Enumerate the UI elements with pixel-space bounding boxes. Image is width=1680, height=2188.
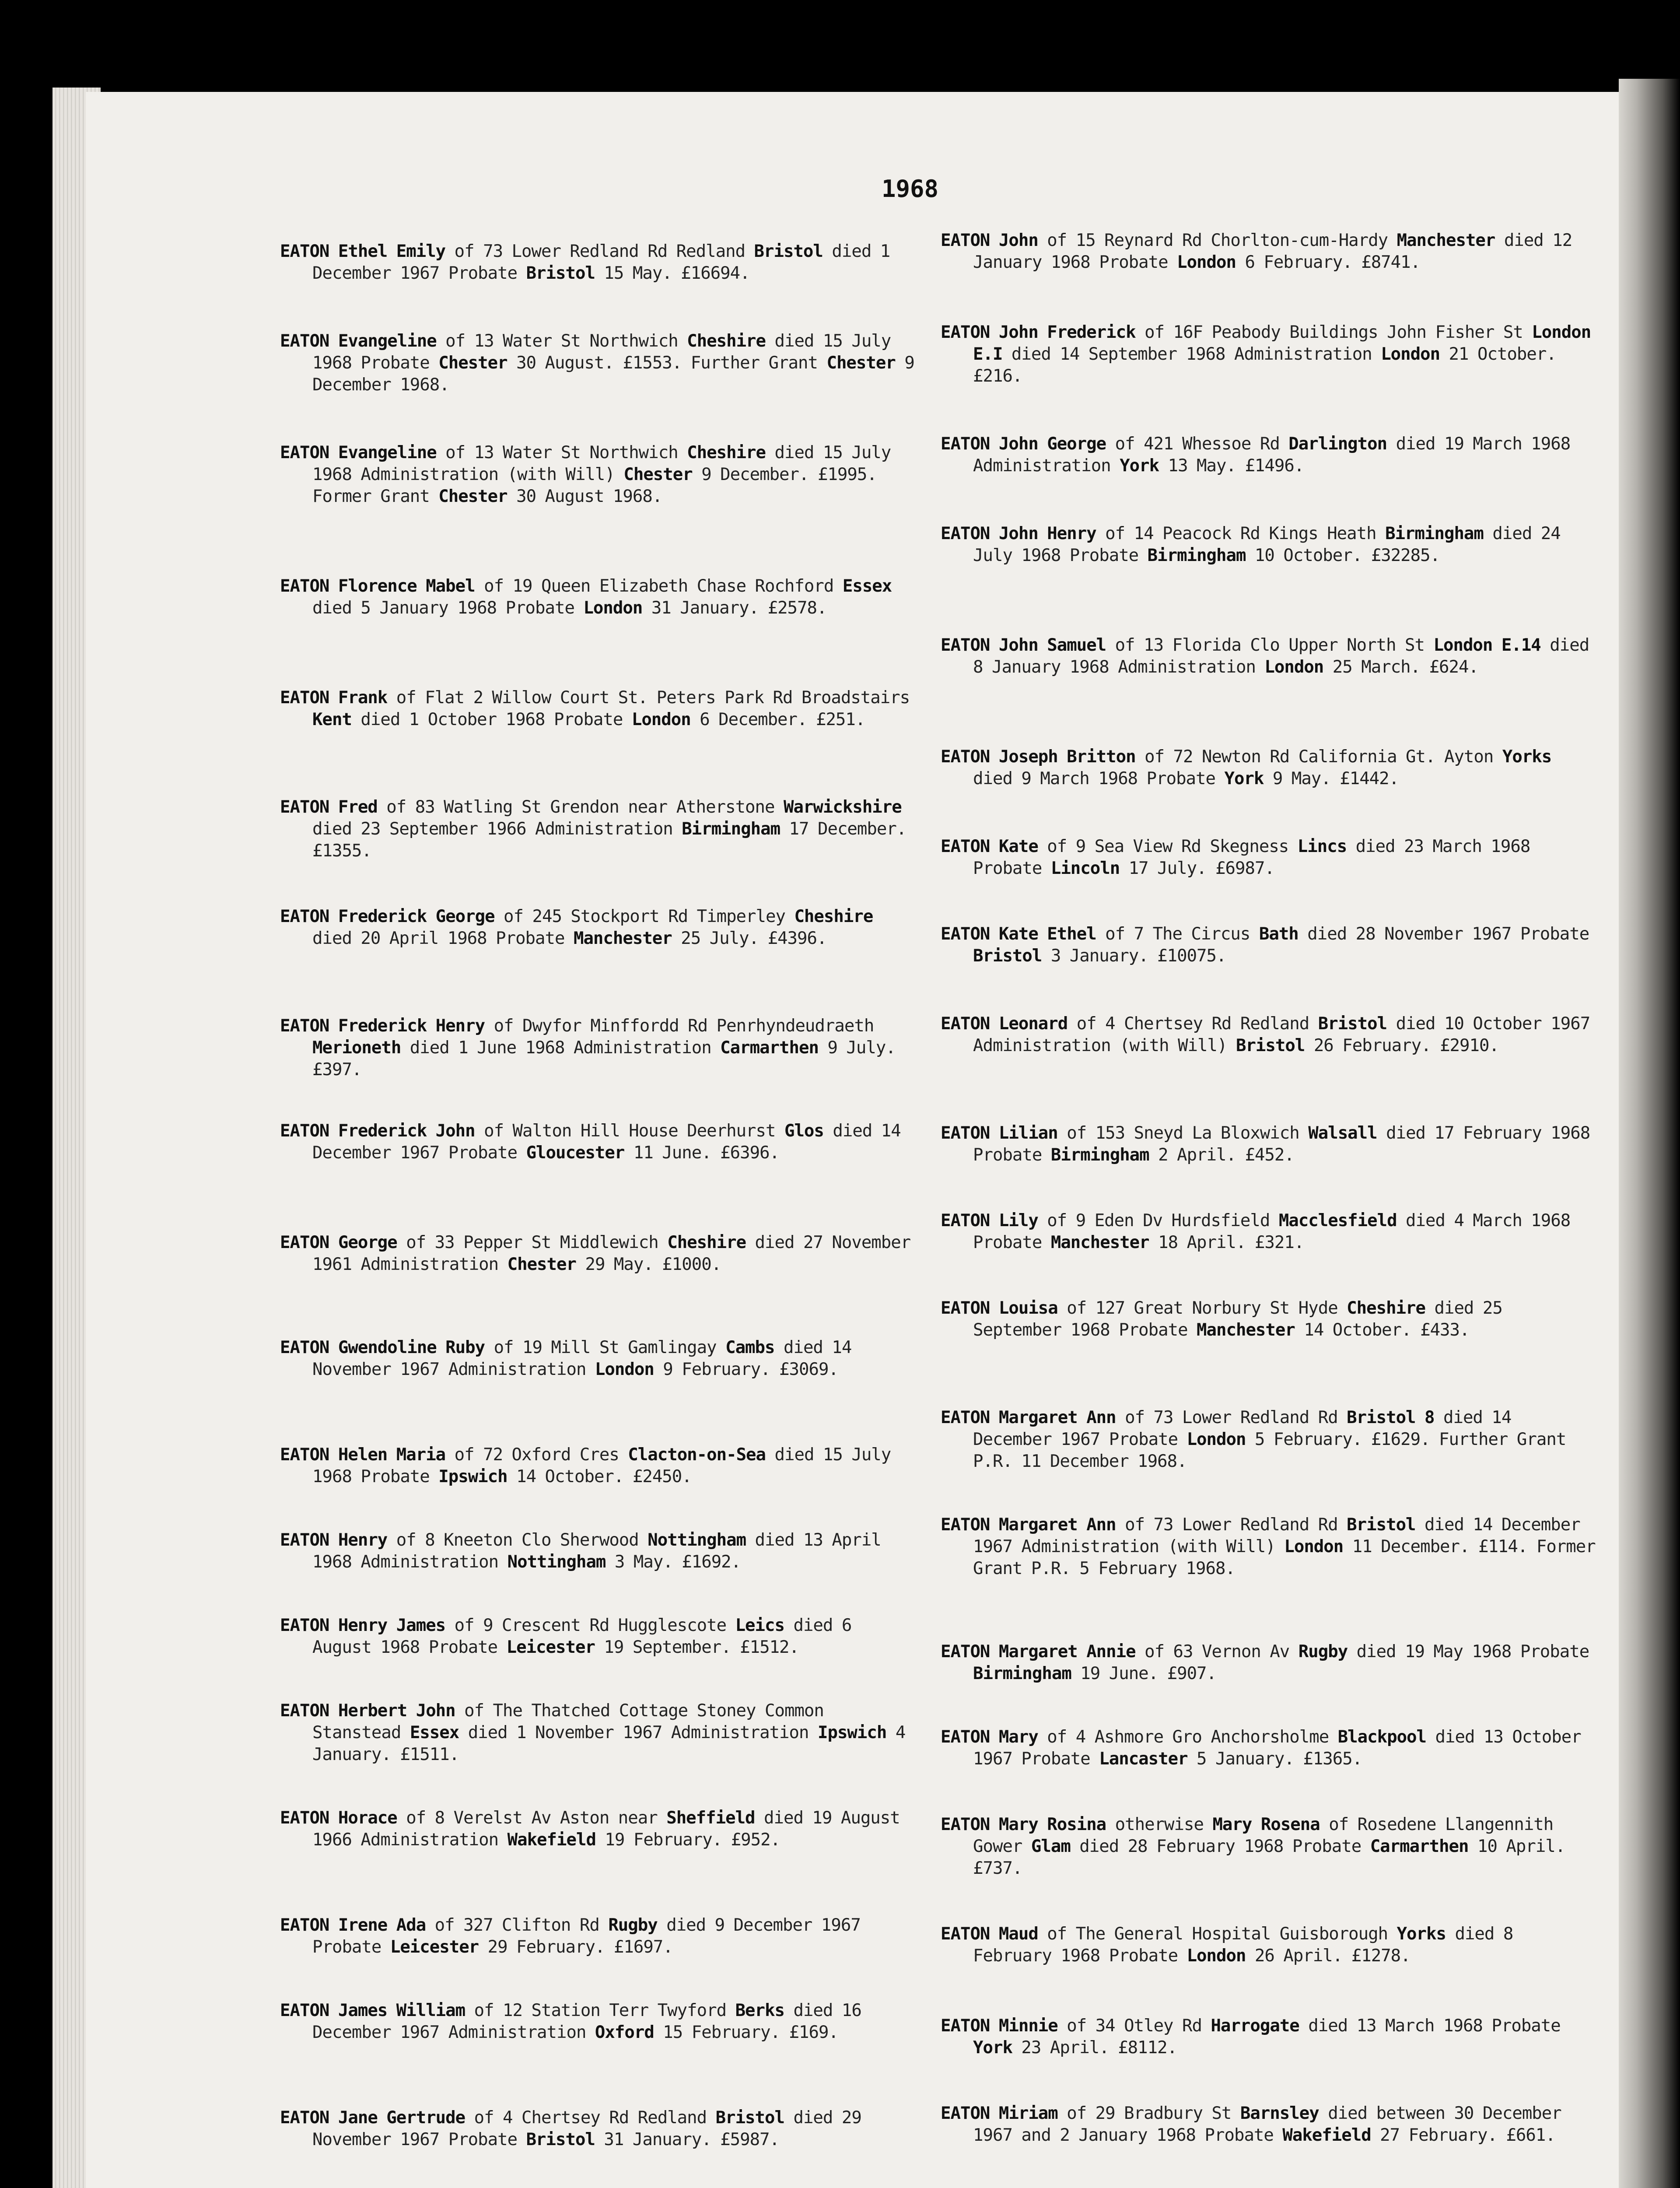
entry-text: of 153 Sneyd La Bloxwich	[1057, 1123, 1309, 1143]
entry-bold-text: EATON John Henry	[941, 524, 1096, 543]
entry-bold-text: Manchester	[1050, 1233, 1149, 1252]
entry-bold-text: Manchester	[1197, 1320, 1295, 1340]
entry-bold-text: EATON Maud	[941, 1924, 1038, 1944]
entry-bold-text: EATON Frederick George	[280, 907, 495, 926]
entry-text: 10 April. £737.	[973, 1837, 1565, 1878]
entry-bold-text: EATON Evangeline	[280, 443, 437, 463]
entry-bold-text: Glos	[784, 1121, 824, 1141]
entry-text: died 14 December 1967 Probate	[312, 1121, 901, 1163]
entry-text: 29 February. £1697.	[479, 1937, 673, 1957]
entry-text: 9 May. £1442.	[1264, 769, 1399, 789]
entry-text: 9 December 1968.	[312, 353, 914, 395]
probate-entry	[941, 1297, 1597, 1341]
probate-entry	[941, 433, 1597, 477]
entry-bold-text: Nottingham	[507, 1552, 606, 1572]
entry-bold-text: Barnsley	[1240, 2104, 1319, 2123]
entry-text: of 19 Queen Elizabeth Chase Rochford	[475, 576, 843, 596]
entry-text: otherwise	[1106, 1815, 1213, 1834]
entry-text: 29 May. £1000.	[576, 1255, 721, 1274]
entry-bold-text: Yorks	[1502, 747, 1552, 767]
entry-bold-text: Chester	[507, 1255, 576, 1274]
entry-bold-text: EATON James William	[280, 2001, 466, 2020]
entry-text: 9 February. £3069.	[654, 1360, 838, 1379]
entry-bold-text: Bristol	[526, 2130, 595, 2149]
entry-bold-text: Cheshire	[687, 331, 766, 351]
entry-text: 23 April. £8112.	[1012, 2038, 1177, 2058]
entry-text: died 28 November 1967 Probate	[1298, 924, 1589, 944]
entry-bold-text: Rugby	[608, 1915, 658, 1935]
entry-bold-text: London	[1177, 252, 1236, 272]
entry-bold-text: Cheshire	[794, 907, 873, 926]
entry-bold-text: Oxford	[595, 2023, 654, 2042]
entry-text: of 72 Oxford Cres	[445, 1445, 628, 1465]
entry-text: 26 April. £1278.	[1246, 1946, 1410, 1966]
entry-text: of 33 Pepper St Middlewich	[397, 1233, 668, 1252]
entry-bold-text: Bristol 8	[1347, 1408, 1435, 1427]
entry-text: of 4 Ashmore Gro Anchorsholme	[1038, 1727, 1338, 1747]
entry-bold-text: Ipswich	[438, 1467, 508, 1487]
entry-text: died 1 June 1968 Administration	[401, 1038, 721, 1058]
entry-text: died between 30 December 1967 and 2 January 1968 Probate	[973, 2104, 1561, 2145]
entry-text: died 5 January 1968 Probate	[312, 598, 584, 618]
entry-text: 4 January. £1511.	[312, 1723, 906, 1764]
entry-bold-text: EATON Joseph Britton	[941, 747, 1136, 767]
entry-text: 5 January. £1365.	[1187, 1749, 1362, 1769]
entry-bold-text: Yorks	[1396, 1924, 1446, 1944]
entry-text: died 8 February 1968 Probate	[973, 1924, 1513, 1966]
entry-text: died 13 April 1968 Administration	[312, 1530, 881, 1572]
entry-bold-text: York	[973, 2038, 1012, 2058]
entry-bold-text: EATON Fred	[280, 797, 378, 817]
entry-bold-text: London	[583, 598, 643, 618]
entry-text: of 8 Verelst Av Aston near	[397, 1808, 667, 1828]
entry-bold-text: EATON John	[941, 231, 1038, 250]
entry-bold-text: York	[1224, 769, 1264, 789]
entry-text: died 8 January 1968 Administration	[973, 635, 1589, 677]
entry-text: of 9 Sea View Rd Skegness	[1038, 837, 1298, 856]
entry-text: 14 October. £2450.	[507, 1467, 692, 1487]
entry-bold-text: EATON John Frederick	[941, 323, 1136, 342]
entry-bold-text: EATON John Samuel	[941, 635, 1106, 655]
entry-text: 6 February. £8741.	[1236, 252, 1421, 272]
probate-entry	[941, 1814, 1597, 1879]
entry-text: 18 April. £321.	[1149, 1233, 1304, 1252]
entry-bold-text: Gloucester	[526, 1143, 625, 1163]
entry-bold-text: Birmingham	[973, 1664, 1071, 1683]
entry-bold-text: Chester	[623, 465, 693, 484]
entry-text: of 34 Otley Rd	[1057, 2016, 1211, 2036]
entry-bold-text: Bath	[1259, 924, 1298, 944]
entry-bold-text: Warwickshire	[783, 797, 902, 817]
probate-entry	[941, 322, 1597, 387]
entry-text: died 17 February 1968 Probate	[973, 1123, 1590, 1165]
entry-text: of Dwyfor Minffordd Rd Penrhyndeudraeth	[485, 1016, 874, 1036]
entry-text: died 1 November 1967 Administration	[459, 1723, 818, 1743]
entry-text: of 14 Peacock Rd Kings Heath	[1096, 524, 1386, 543]
entry-bold-text: EATON Henry	[280, 1530, 388, 1550]
entry-text: of 72 Newton Rd California Gt. Ayton	[1135, 747, 1502, 767]
probate-entry	[941, 2103, 1597, 2146]
probate-entry	[941, 1407, 1597, 1473]
probate-entry	[280, 1807, 914, 1851]
entry-bold-text: EATON Irene Ada	[280, 1915, 426, 1935]
entry-text: of 127 Great Norbury St Hyde	[1057, 1298, 1347, 1318]
entry-bold-text: EATON Frank	[280, 688, 388, 708]
entry-text: 10 October. £32285.	[1246, 546, 1440, 565]
entry-bold-text: EATON Margaret Ann	[941, 1515, 1116, 1535]
probate-entry	[280, 575, 914, 619]
entry-bold-text: EATON Lilian	[941, 1123, 1058, 1143]
entry-bold-text: Macclesfield	[1278, 1211, 1397, 1231]
entry-bold-text: Lancaster	[1099, 1749, 1188, 1769]
entry-text: died 1 October 1968 Probate	[351, 710, 632, 729]
entry-bold-text: Bristol	[973, 946, 1042, 966]
probate-entry	[280, 796, 914, 862]
entry-bold-text: London	[1186, 1946, 1246, 1966]
entry-text: 27 February. £661.	[1371, 2125, 1555, 2145]
entry-text: of 83 Watling St Grendon near Atherstone	[377, 797, 784, 817]
entry-text: of 63 Vernon Av	[1135, 1642, 1298, 1662]
entry-text: 11 December. £114. Former Grant P.R. 5 February 1968.	[973, 1537, 1596, 1578]
entry-bold-text: Cheshire	[687, 443, 766, 463]
entry-bold-text: London E.I	[973, 323, 1591, 364]
entry-text: died 9 March 1968 Probate	[973, 769, 1225, 789]
entry-text: 17 July. £6987.	[1120, 859, 1274, 878]
entry-bold-text: EATON Kate	[941, 837, 1038, 856]
entry-bold-text: EATON Lily	[941, 1211, 1038, 1231]
entry-bold-text: EATON Kate Ethel	[941, 924, 1096, 944]
entry-bold-text: Chester	[438, 353, 508, 373]
probate-entry	[280, 1529, 914, 1573]
entry-bold-text: Mary Rosena	[1212, 1815, 1320, 1834]
entry-text: 25 March. £624.	[1323, 657, 1478, 677]
entry-text: 9 July. £397.	[312, 1038, 896, 1080]
entry-bold-text: EATON Ethel Emily	[280, 242, 446, 261]
entry-text: 3 January. £10075.	[1042, 946, 1226, 966]
entry-text: died 14 December 1967 Probate	[973, 1408, 1512, 1449]
entry-text: died 13 October 1967 Probate	[973, 1727, 1581, 1769]
entry-text: of 29 Bradbury St	[1057, 2104, 1240, 2123]
entry-bold-text: Chester	[826, 353, 896, 373]
entry-text: died 15 July 1968 Administration (with Will)	[312, 443, 891, 484]
entry-bold-text: London E.14	[1433, 635, 1541, 655]
entry-text: of 9 Eden Dv Hurdsfield	[1038, 1211, 1279, 1231]
entry-bold-text: Essex	[410, 1723, 459, 1743]
entry-bold-text: EATON Minnie	[941, 2016, 1058, 2036]
entry-bold-text: Bristol	[1236, 1036, 1305, 1055]
entry-bold-text: Manchester	[1396, 231, 1495, 250]
probate-entry	[941, 635, 1597, 678]
entry-bold-text: EATON Herbert John	[280, 1701, 455, 1721]
entry-bold-text: Kent	[312, 710, 352, 729]
entry-bold-text: EATON Florence Mabel	[280, 576, 475, 596]
probate-entry	[280, 442, 914, 508]
entry-bold-text: Bristol	[1318, 1014, 1387, 1034]
entry-text: of 12 Station Terr Twyford	[465, 2001, 735, 2020]
entry-text: died 15 July 1968 Probate	[312, 331, 891, 373]
entry-bold-text: Leics	[735, 1616, 784, 1635]
entry-bold-text: Bristol	[715, 2108, 784, 2128]
entry-text: died 25 September 1968 Probate	[973, 1298, 1502, 1340]
entry-bold-text: Chester	[438, 487, 508, 506]
entry-bold-text: Berks	[735, 2001, 784, 2020]
entry-bold-text: EATON Henry James	[280, 1616, 446, 1635]
entry-text: of 7 The Circus	[1096, 924, 1259, 944]
entry-bold-text: Ipswich	[817, 1723, 887, 1743]
probate-entry	[280, 1700, 914, 1766]
entry-text: 19 June. £907.	[1071, 1664, 1217, 1683]
entry-text: of 8 Kneeton Clo Sherwood	[387, 1530, 648, 1550]
entry-text: died 4 March 1968 Probate	[973, 1211, 1571, 1252]
entry-text: 19 February. £952.	[595, 1830, 780, 1850]
entry-text: of Walton Hill House Deerhurst	[475, 1121, 784, 1141]
probate-entry	[280, 241, 914, 284]
entry-text: of 4 Chertsey Rd Redland	[1068, 1014, 1318, 1034]
entry-bold-text: London	[1186, 1430, 1246, 1449]
entry-bold-text: EATON Gwendoline Ruby	[280, 1338, 485, 1357]
entry-text: of 13 Water St Northwich	[436, 331, 687, 351]
entry-text: of 4 Chertsey Rd Redland	[465, 2108, 716, 2128]
entry-text: died 29 November 1967 Probate	[312, 2108, 861, 2149]
entry-bold-text: EATON Mary Rosina	[941, 1815, 1106, 1834]
entry-bold-text: Birmingham	[1147, 546, 1246, 565]
entry-text: 3 May. £1692.	[606, 1552, 741, 1572]
entry-text: died 12 January 1968 Probate	[973, 231, 1572, 272]
entry-text: of 15 Reynard Rd Chorlton-cum-Hardy	[1038, 231, 1397, 250]
probate-entry	[280, 2000, 914, 2044]
probate-entry	[280, 1232, 914, 1276]
entry-text: of 421 Whessoe Rd	[1106, 434, 1289, 454]
probate-entry	[941, 746, 1597, 790]
entry-bold-text: EATON Evangeline	[280, 331, 437, 351]
entry-bold-text: Blackpool	[1337, 1727, 1427, 1747]
entry-text: of 19 Mill St Gamlingay	[485, 1338, 726, 1357]
probate-entry	[941, 523, 1597, 567]
entry-text: 25 July. £4396.	[672, 929, 827, 948]
entry-text: died 14 November 1967 Administration	[312, 1338, 852, 1379]
entry-text: 17 December. £1355.	[312, 819, 906, 861]
entry-bold-text: EATON Miriam	[941, 2104, 1058, 2123]
probate-entry	[280, 1615, 914, 1659]
entry-bold-text: London	[1381, 344, 1440, 364]
probate-entry	[941, 836, 1597, 880]
entry-bold-text: EATON Leonard	[941, 1014, 1068, 1034]
entry-text: died 23 September 1966 Administration	[312, 819, 682, 839]
entry-bold-text: Sheffield	[666, 1808, 755, 1828]
entry-bold-text: Wakefield	[507, 1830, 596, 1850]
entry-text: 2 April. £452.	[1149, 1145, 1294, 1165]
entry-bold-text: Rugby	[1298, 1642, 1348, 1662]
entry-text: 21 October. £216.	[973, 344, 1556, 386]
entry-text: died 16 December 1967 Administration	[312, 2001, 861, 2042]
entry-bold-text: Bristol	[754, 242, 823, 261]
entry-bold-text: Manchester	[573, 929, 672, 948]
entry-text: died 19 August 1966 Administration	[312, 1808, 900, 1850]
entry-text: died 1 December 1967 Probate	[312, 242, 890, 283]
entry-text: of 13 Florida Clo Upper North St	[1106, 635, 1434, 655]
probate-entry	[280, 2107, 914, 2151]
entry-text: 15 February. £169.	[654, 2023, 838, 2042]
entry-bold-text: Clacton-on-Sea	[628, 1445, 766, 1465]
entry-bold-text: Walsall	[1308, 1123, 1377, 1143]
entry-bold-text: EATON Mary	[941, 1727, 1038, 1747]
entry-text: of 245 Stockport Rd Timperley	[494, 907, 794, 926]
entry-text: died 28 February 1968 Probate	[1070, 1837, 1370, 1856]
entry-bold-text: EATON Louisa	[941, 1298, 1058, 1318]
entry-text: died 14 September 1968 Administration	[1002, 344, 1381, 364]
entry-text: 6 December. £251.	[690, 710, 865, 729]
entry-bold-text: Carmarthen	[1370, 1837, 1469, 1856]
entry-text: 14 October. £433.	[1295, 1320, 1470, 1340]
entry-text: died 19 May 1968 Probate	[1348, 1642, 1589, 1662]
entry-bold-text: Carmarthen	[720, 1038, 819, 1058]
entry-text: of 327 Clifton Rd	[426, 1915, 609, 1935]
probate-entry	[280, 1914, 914, 1958]
probate-entry	[280, 1120, 914, 1164]
entry-text: died 24 July 1968 Probate	[973, 524, 1561, 565]
probate-entry	[941, 923, 1597, 967]
entry-text: died 14 December 1967 Administration (with Will)	[973, 1515, 1580, 1557]
entry-bold-text: EATON Frederick John	[280, 1121, 475, 1141]
entry-bold-text: Bristol	[1347, 1515, 1416, 1535]
entry-bold-text: EATON Helen Maria	[280, 1445, 446, 1465]
probate-entry	[941, 230, 1597, 274]
entry-bold-text: Bristol	[526, 263, 595, 283]
entry-bold-text: EATON Frederick Henry	[280, 1016, 485, 1036]
entry-text: 15 May. £16694.	[595, 263, 750, 283]
entry-text: of 16F Peabody Buildings John Fisher St	[1135, 323, 1532, 342]
entry-bold-text: Birmingham	[1050, 1145, 1149, 1165]
entry-text: of 73 Lower Redland Rd Redland	[445, 242, 754, 261]
probate-entry	[941, 2015, 1597, 2059]
probate-entry	[941, 1122, 1597, 1166]
entry-bold-text: Birmingham	[682, 819, 780, 839]
entry-bold-text: EATON Jane Gertrude	[280, 2108, 466, 2128]
entry-bold-text: EATON Margaret Ann	[941, 1408, 1116, 1427]
page-year-heading: 1968	[881, 175, 939, 203]
entry-bold-text: EATON Margaret Annie	[941, 1642, 1136, 1662]
entry-text: died 10 October 1967 Administration (with Will)	[973, 1014, 1590, 1055]
entry-text: of 73 Lower Redland Rd	[1116, 1515, 1347, 1535]
entry-text: of Flat 2 Willow Court St. Peters Park Rd Broadstairs	[387, 688, 910, 708]
entry-bold-text: EATON Horace	[280, 1808, 397, 1828]
entry-bold-text: Merioneth	[312, 1038, 401, 1058]
entry-text: 30 August. £1553. Further Grant	[507, 353, 827, 373]
entry-text: of The General Hospital Guisborough	[1038, 1924, 1397, 1944]
probate-entry	[280, 687, 914, 731]
entry-text: died 15 July 1968 Probate	[312, 1445, 891, 1487]
probate-entry	[941, 1641, 1597, 1685]
entry-text: of Rosedene Llangennith Gower	[973, 1815, 1554, 1856]
entry-text: of 73 Lower Redland Rd	[1116, 1408, 1347, 1427]
probate-entry	[941, 1514, 1597, 1580]
entry-bold-text: Cheshire	[667, 1233, 746, 1252]
entry-text: 26 February. £2910.	[1305, 1036, 1499, 1055]
entry-bold-text: Lincs	[1297, 837, 1347, 856]
entry-bold-text: Birmingham	[1385, 524, 1484, 543]
probate-entry	[941, 1013, 1597, 1057]
entry-text: 30 August 1968.	[507, 487, 662, 506]
entry-text: 31 January. £5987.	[595, 2130, 780, 2149]
entry-bold-text: Harrogate	[1211, 2016, 1299, 2036]
entry-bold-text: London	[631, 710, 691, 729]
entry-text: 9 December. £1995. Former Grant	[312, 465, 877, 506]
entry-text: died 27 November 1961 Administration	[312, 1233, 911, 1274]
entry-bold-text: EATON George	[280, 1233, 397, 1252]
entry-text: died 23 March 1968 Probate	[973, 837, 1530, 878]
entry-bold-text: Cambs	[725, 1338, 775, 1357]
entry-bold-text: Nottingham	[648, 1530, 746, 1550]
entry-bold-text: London	[1264, 657, 1324, 677]
entry-bold-text: Wakefield	[1282, 2125, 1371, 2145]
entry-bold-text: Glam	[1031, 1837, 1071, 1856]
entry-bold-text: Cheshire	[1347, 1298, 1426, 1318]
probate-entry	[280, 330, 914, 396]
probate-entry	[280, 1015, 914, 1081]
probate-entry	[941, 1210, 1597, 1254]
entry-text: died 13 March 1968 Probate	[1299, 2016, 1561, 2036]
entry-text: 5 February. £1629. Further Grant P.R. 11 December 1968.	[973, 1430, 1566, 1471]
probate-entry	[280, 1444, 914, 1488]
entry-text: of 13 Water St Northwich	[436, 443, 687, 463]
entry-text: died 19 March 1968 Administration	[973, 434, 1571, 476]
entry-text: 11 June. £6396.	[624, 1143, 780, 1163]
entry-text: 31 January. £2578.	[642, 598, 827, 618]
probate-entry	[280, 1337, 914, 1381]
entry-bold-text: London	[1284, 1537, 1344, 1557]
entry-bold-text: Lincoln	[1050, 859, 1120, 878]
entry-text: of The Thatched Cottage Stoney Common Stanstead	[312, 1701, 824, 1743]
probate-entry	[280, 906, 914, 950]
entry-bold-text: Essex	[842, 576, 892, 596]
entry-bold-text: Darlington	[1288, 434, 1387, 454]
entry-text: died 20 April 1968 Probate	[312, 929, 574, 948]
entry-text: died 9 December 1967 Probate	[312, 1915, 861, 1957]
entry-bold-text: Leicester	[506, 1637, 595, 1657]
entry-text: of 9 Crescent Rd Hugglescote	[445, 1616, 735, 1635]
entry-bold-text: York	[1120, 456, 1159, 476]
probate-entry	[941, 1923, 1597, 1967]
entry-bold-text: Leicester	[390, 1937, 479, 1957]
entry-bold-text: London	[595, 1360, 654, 1379]
entry-bold-text: EATON John George	[941, 434, 1106, 454]
binding-shadow	[1619, 79, 1680, 2188]
entry-text: 19 September. £1512.	[595, 1637, 799, 1657]
entry-text: 13 May. £1496.	[1159, 456, 1304, 476]
probate-entry	[941, 1726, 1597, 1770]
entry-text: died 6 August 1968 Probate	[312, 1616, 852, 1657]
